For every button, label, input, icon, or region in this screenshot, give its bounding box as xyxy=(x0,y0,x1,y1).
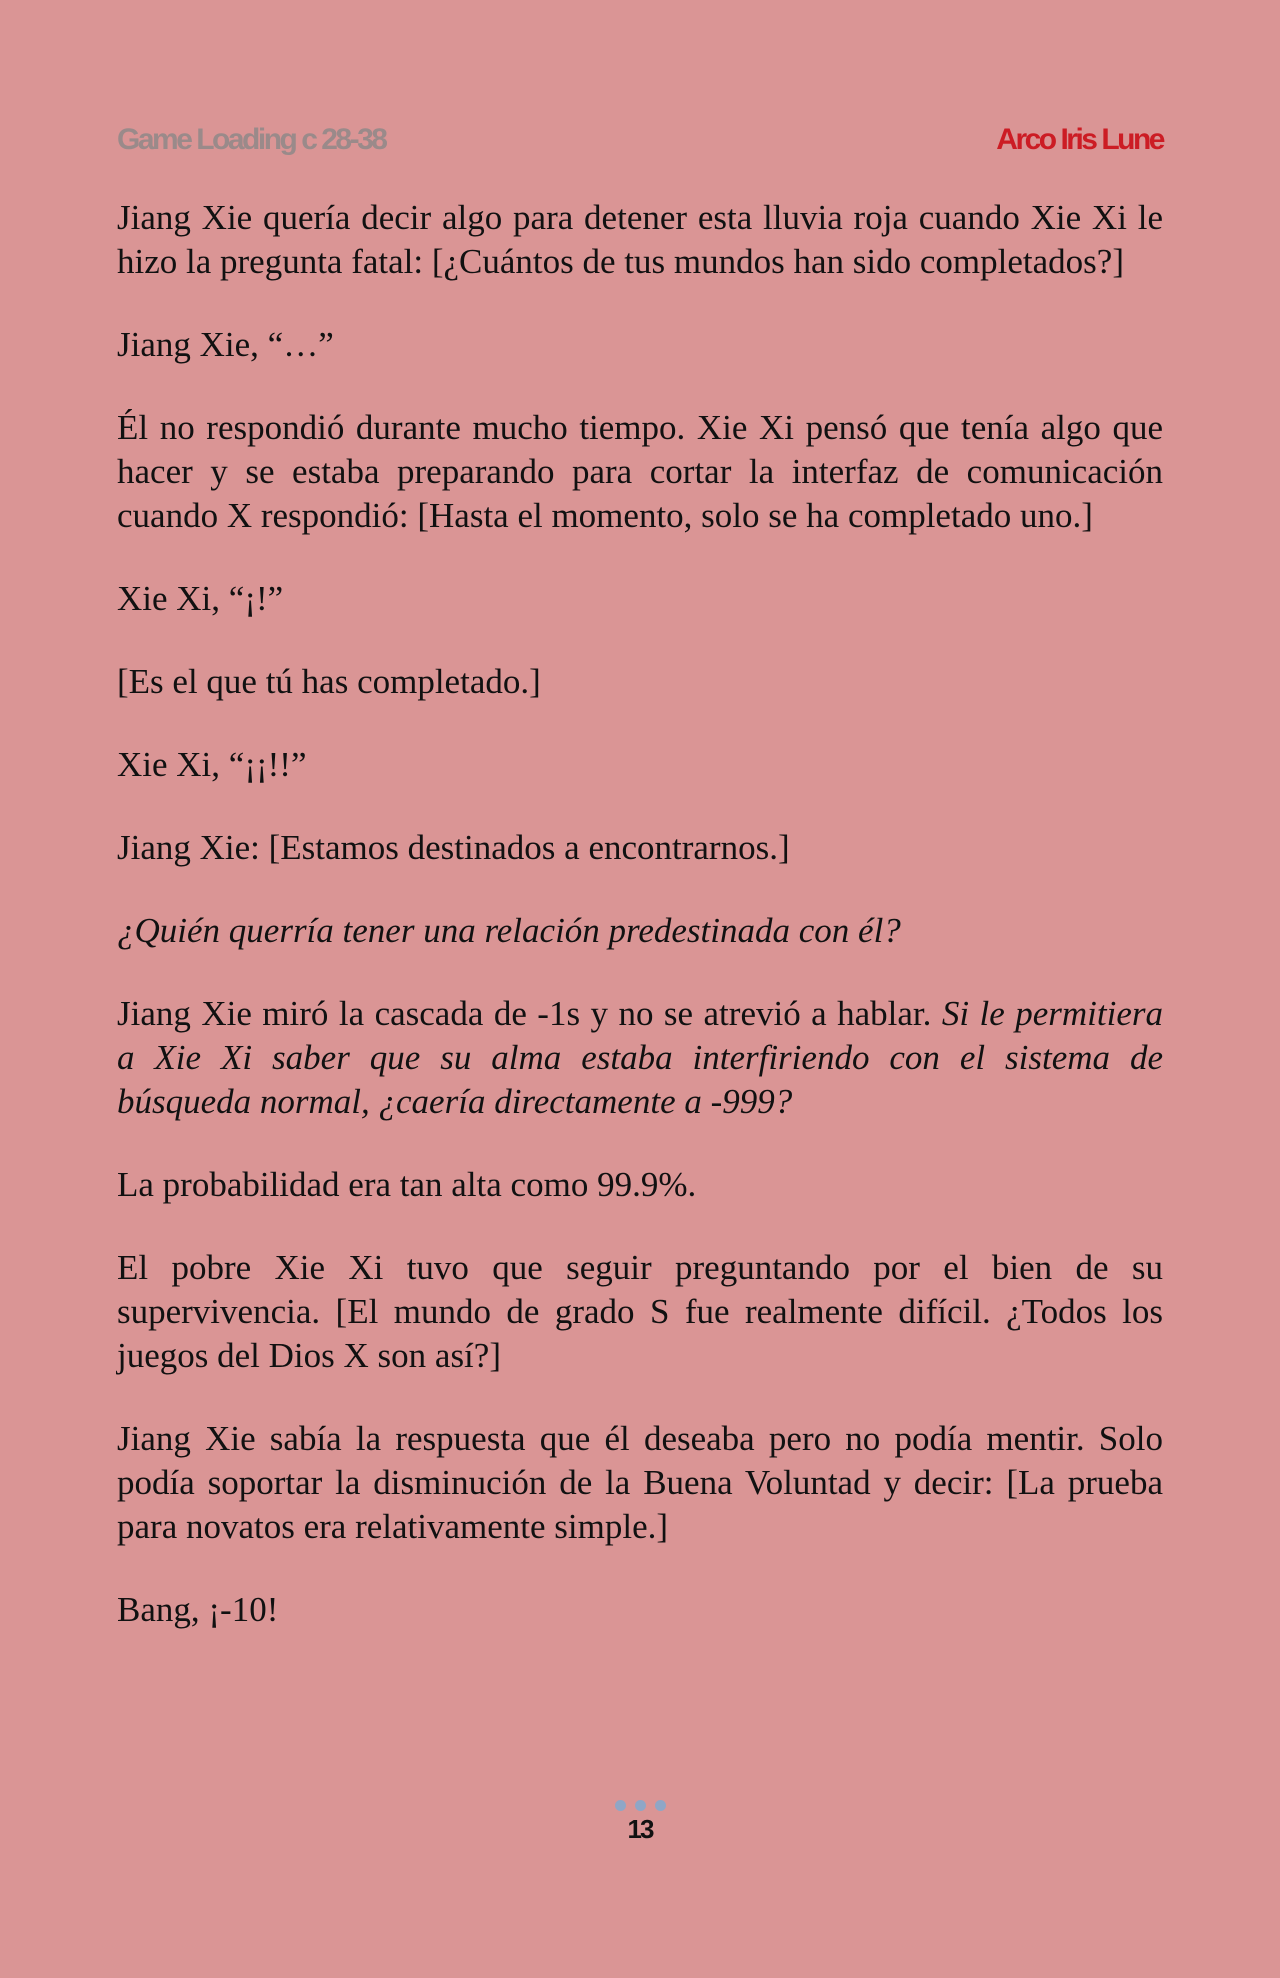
ornament-dots xyxy=(0,1800,1280,1812)
paragraph-italic-text: Si le permitiera a Xie Xi saber que su alma estaba interfiriendo con el sistema de búsqueda normal, ¿caería directamente a -999? xyxy=(117,994,1163,1121)
paragraph: Él no respondió durante mucho tiempo. Xie Xi pensó que tenía algo que hacer y se estaba preparando para cortar la interfaz de comunicación cuando X respondió: [Hasta el momento, solo se ha completado uno.] xyxy=(117,408,1163,535)
dot-icon xyxy=(655,1800,666,1811)
paragraph: Xie Xi, “¡!” xyxy=(117,579,284,618)
paragraph: [Es el que tú has completado.] xyxy=(117,662,541,701)
running-title: Game Loading c 28-38 xyxy=(117,123,386,156)
paragraph: Jiang Xie: [Estamos destinados a encontrarnos.] xyxy=(117,828,790,867)
page-header xyxy=(117,118,1163,162)
paragraph: El pobre Xie Xi tuvo que seguir preguntando por el bien de su supervivencia. [El mundo de grado S fue realmente difícil. ¿Todos los juegos del Dios X son así?] xyxy=(117,1248,1163,1375)
paragraph: Xie Xi, “¡¡!!” xyxy=(117,745,307,784)
dot-icon xyxy=(635,1800,646,1811)
italic-paragraph: ¿Quién querría tener una relación predestinada con él? xyxy=(117,911,901,950)
paragraph: La probabilidad era tan alta como 99.9%. xyxy=(117,1165,697,1204)
page-number: 13 xyxy=(627,1814,653,1844)
paragraph: Jiang Xie quería decir algo para detener esta lluvia roja cuando Xie Xi le hizo la pregunta fatal: [¿Cuántos de tus mundos han sido completados?] xyxy=(117,198,1163,281)
paragraph: Jiang Xie sabía la respuesta que él deseaba pero no podía mentir. Solo podía soportar la disminución de la Buena Voluntad y decir: [La prueba para novatos era relativamente simple.] xyxy=(117,1419,1163,1546)
page-body xyxy=(117,196,1163,1671)
paragraph: Bang, ¡-10! xyxy=(117,1590,279,1629)
dot-icon xyxy=(615,1800,626,1811)
mixed-paragraph xyxy=(117,992,1163,1124)
page-footer xyxy=(0,1800,1280,1845)
author-credit: Arco Iris Lune xyxy=(996,123,1163,156)
paragraph-roman-text: Jiang Xie miró la cascada de -1s y no se atrevió a hablar. xyxy=(117,994,942,1033)
paragraph: Jiang Xie, “…” xyxy=(117,325,334,364)
